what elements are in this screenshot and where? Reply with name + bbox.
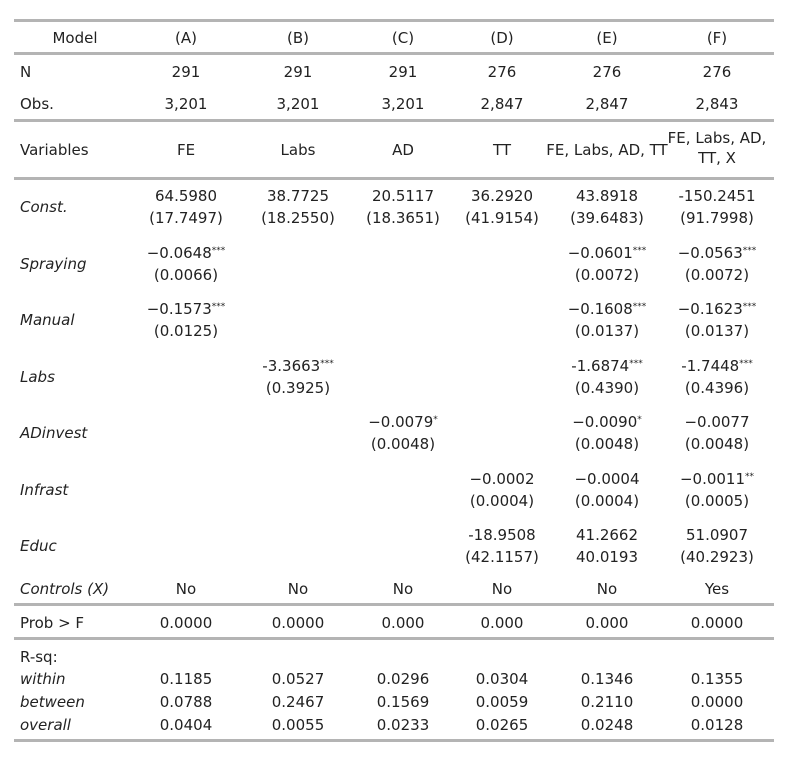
significance-stars: ** — [745, 472, 755, 482]
std-error: (0.0004) — [574, 492, 640, 510]
std-error: (0.0072) — [684, 266, 750, 284]
variable-label: Manual — [20, 311, 75, 329]
bottom-rule — [14, 739, 774, 742]
variable-label: Educ — [20, 537, 57, 555]
coef-number: 51.0907 — [685, 526, 749, 544]
coef-number: 38.7725 — [266, 187, 330, 205]
std-error: (0.0048) — [684, 435, 750, 453]
rsq-value: 0.2110 — [580, 693, 634, 711]
coef-value — [348, 411, 458, 433]
coef-number: −0.0002 — [469, 470, 535, 488]
variables-row — [14, 126, 774, 178]
count-value: 276 — [487, 63, 517, 81]
prob-f-value: 0.000 — [381, 614, 425, 632]
controls-value: No — [392, 580, 414, 598]
coef-number: 43.8918 — [575, 187, 639, 205]
count-label: Obs. — [20, 95, 54, 113]
coef-value — [131, 242, 241, 264]
prob-f-value: 0.000 — [480, 614, 524, 632]
significance-stars: *** — [632, 246, 647, 256]
significance-stars: *** — [632, 302, 647, 312]
count-value: 2,843 — [695, 95, 739, 113]
col-header-d: (D) — [490, 29, 514, 47]
coef-number: −0.1623 — [677, 300, 743, 318]
variable-label: Infrast — [20, 481, 69, 499]
count-value: 2,847 — [480, 95, 524, 113]
coefficient-row — [14, 468, 774, 518]
variable-label: Const. — [20, 198, 68, 216]
rsq-value: 0.0055 — [271, 716, 325, 734]
rsq-row-label: within — [20, 670, 66, 688]
col-header-c: (C) — [391, 29, 415, 47]
col-header-f: (F) — [706, 29, 728, 47]
std-error: (0.3925) — [265, 379, 331, 397]
rsq-value: 0.0128 — [690, 716, 744, 734]
coef-number: −0.0004 — [574, 470, 640, 488]
coefficient-row — [14, 355, 774, 405]
coef-value — [243, 355, 353, 377]
prob-f-rule — [14, 637, 774, 640]
count-value: 3,201 — [276, 95, 320, 113]
rsq-value: 0.1355 — [690, 670, 744, 688]
variables-value-last-line2: TT, X — [698, 149, 736, 167]
variables-value: AD — [392, 141, 414, 159]
std-error: (0.0005) — [684, 492, 750, 510]
controls-value: Yes — [704, 580, 730, 598]
rsq-value: 0.0296 — [376, 670, 430, 688]
coef-number: 36.2920 — [470, 187, 534, 205]
variable-label: Spraying — [20, 255, 87, 273]
coef-number: −0.0077 — [684, 413, 750, 431]
count-value: 3,201 — [381, 95, 425, 113]
coef-number: -150.2451 — [678, 187, 756, 205]
coef-value — [552, 355, 662, 377]
coef-value — [552, 185, 662, 207]
count-value: 2,847 — [585, 95, 629, 113]
rsq-value: 0.0265 — [475, 716, 529, 734]
prob-f-row — [14, 612, 774, 636]
std-error: (0.0137) — [684, 322, 750, 340]
significance-stars: *** — [211, 246, 226, 256]
coef-value — [662, 411, 772, 433]
coef-value — [348, 185, 458, 207]
variable-label: Labs — [20, 368, 55, 386]
coef-value — [552, 468, 662, 490]
coef-number: -1.6874 — [571, 357, 630, 375]
coef-number: −0.0090 — [572, 413, 638, 431]
counts-section — [14, 61, 774, 121]
coefficient-row — [14, 524, 774, 574]
coef-value — [131, 298, 241, 320]
coef-number: 20.5117 — [371, 187, 435, 205]
rsq-row-label: between — [20, 693, 85, 711]
std-error: (0.0066) — [153, 266, 219, 284]
coef-number: -1.7448 — [681, 357, 740, 375]
coefficient-row — [14, 242, 774, 292]
coef-value — [662, 355, 772, 377]
significance-stars: *** — [211, 302, 226, 312]
rsq-value: 0.0248 — [580, 716, 634, 734]
rsq-value: 0.0527 — [271, 670, 325, 688]
variable-label: ADinvest — [20, 424, 88, 442]
std-error: (40.2923) — [680, 548, 754, 566]
rsq-value: 0.0404 — [159, 716, 213, 734]
controls-rule — [14, 603, 774, 606]
rsq-section — [14, 646, 774, 738]
rsq-value: 0.0000 — [690, 693, 744, 711]
variables-rule — [14, 177, 774, 180]
model-label: Model — [52, 29, 98, 47]
coef-value — [552, 298, 662, 320]
significance-stars: *** — [739, 359, 753, 369]
std-error: (18.3651) — [366, 209, 440, 227]
col-header-a: (A) — [175, 29, 197, 47]
controls-value: No — [287, 580, 309, 598]
col-header-e: (E) — [596, 29, 618, 47]
prob-f-value: 0.0000 — [690, 614, 744, 632]
variables-value-last-line1: FE, Labs, AD, — [667, 129, 767, 147]
controls-label: Controls (X) — [20, 580, 110, 598]
controls-value: No — [175, 580, 197, 598]
prob-f-value: 0.0000 — [271, 614, 325, 632]
count-value: 291 — [388, 63, 418, 81]
std-error: (18.2550) — [261, 209, 335, 227]
std-error: (17.7497) — [149, 209, 223, 227]
coefficient-row — [14, 411, 774, 461]
rsq-value: 0.0059 — [475, 693, 529, 711]
count-value: 3,201 — [164, 95, 208, 113]
std-error: 40.0193 — [575, 548, 639, 566]
std-error: (0.0048) — [370, 435, 436, 453]
coef-number: −0.0011 — [679, 470, 746, 488]
coef-number: −0.0563 — [677, 244, 743, 262]
std-error: (41.9154) — [465, 209, 539, 227]
coef-value — [131, 185, 241, 207]
coef-value — [662, 524, 772, 546]
count-value: 291 — [171, 63, 201, 81]
header-row — [14, 27, 774, 51]
significance-stars: *** — [742, 302, 757, 312]
coef-value — [552, 242, 662, 264]
prob-f-value: 0.0000 — [159, 614, 213, 632]
variables-value: Labs — [280, 141, 316, 159]
variables-value: FE, Labs, AD, TT — [546, 141, 668, 159]
rsq-value: 0.0788 — [159, 693, 213, 711]
coef-number: -18.9508 — [468, 526, 536, 544]
significance-stars: *** — [629, 359, 643, 369]
controls-value: No — [491, 580, 513, 598]
rsq-value: 0.0233 — [376, 716, 430, 734]
std-error: (0.0125) — [153, 322, 219, 340]
std-error: (42.1157) — [465, 548, 539, 566]
coef-number: -3.3663 — [262, 357, 321, 375]
coef-value — [447, 524, 557, 546]
count-value: 276 — [702, 63, 732, 81]
prob-f-label: Prob > F — [20, 614, 85, 632]
count-label: N — [20, 63, 32, 81]
std-error: (39.6483) — [570, 209, 644, 227]
controls-value: No — [596, 580, 618, 598]
coef-value — [243, 185, 353, 207]
std-error: (0.0072) — [574, 266, 640, 284]
coef-number: −0.1608 — [567, 300, 633, 318]
rsq-value: 0.0304 — [475, 670, 529, 688]
count-value: 291 — [283, 63, 313, 81]
coefficient-row — [14, 185, 774, 235]
counts-rule — [14, 119, 774, 122]
top-rule — [14, 19, 774, 22]
coef-number: 41.2662 — [575, 526, 639, 544]
controls-row — [14, 578, 774, 602]
coef-value — [662, 468, 772, 490]
std-error: (0.4396) — [684, 379, 750, 397]
coef-value — [447, 185, 557, 207]
rsq-value: 0.1569 — [376, 693, 430, 711]
col-header-b: (B) — [287, 29, 309, 47]
rsq-value: 0.1346 — [580, 670, 634, 688]
coef-number: −0.0079 — [368, 413, 434, 431]
prob-f-value: 0.000 — [585, 614, 629, 632]
coefficient-row — [14, 298, 774, 348]
std-error: (0.0137) — [574, 322, 640, 340]
std-error: (0.0048) — [574, 435, 640, 453]
coef-number: −0.0648 — [146, 244, 212, 262]
variables-label: Variables — [20, 141, 89, 159]
coef-number: −0.1573 — [146, 300, 212, 318]
significance-stars: * — [433, 415, 438, 425]
significance-stars: * — [637, 415, 642, 425]
coef-value — [662, 185, 772, 207]
coef-value — [662, 242, 772, 264]
variables-value: TT — [492, 141, 512, 159]
significance-stars: *** — [320, 359, 334, 369]
rsq-value: 0.1185 — [159, 670, 213, 688]
coef-value — [552, 524, 662, 546]
std-error: (0.0004) — [469, 492, 535, 510]
rsq-row-label: overall — [20, 716, 71, 734]
coef-value — [552, 411, 662, 433]
significance-stars: *** — [742, 246, 757, 256]
count-value: 276 — [592, 63, 622, 81]
rsq-label: R-sq: — [20, 648, 58, 666]
coef-value — [662, 298, 772, 320]
coef-value — [447, 468, 557, 490]
coef-number: 64.5980 — [154, 187, 218, 205]
header-rule — [14, 52, 774, 55]
std-error: (91.7998) — [680, 209, 754, 227]
std-error: (0.4390) — [574, 379, 640, 397]
variables-value: FE — [176, 141, 196, 159]
coef-number: −0.0601 — [567, 244, 633, 262]
rsq-value: 0.2467 — [271, 693, 325, 711]
